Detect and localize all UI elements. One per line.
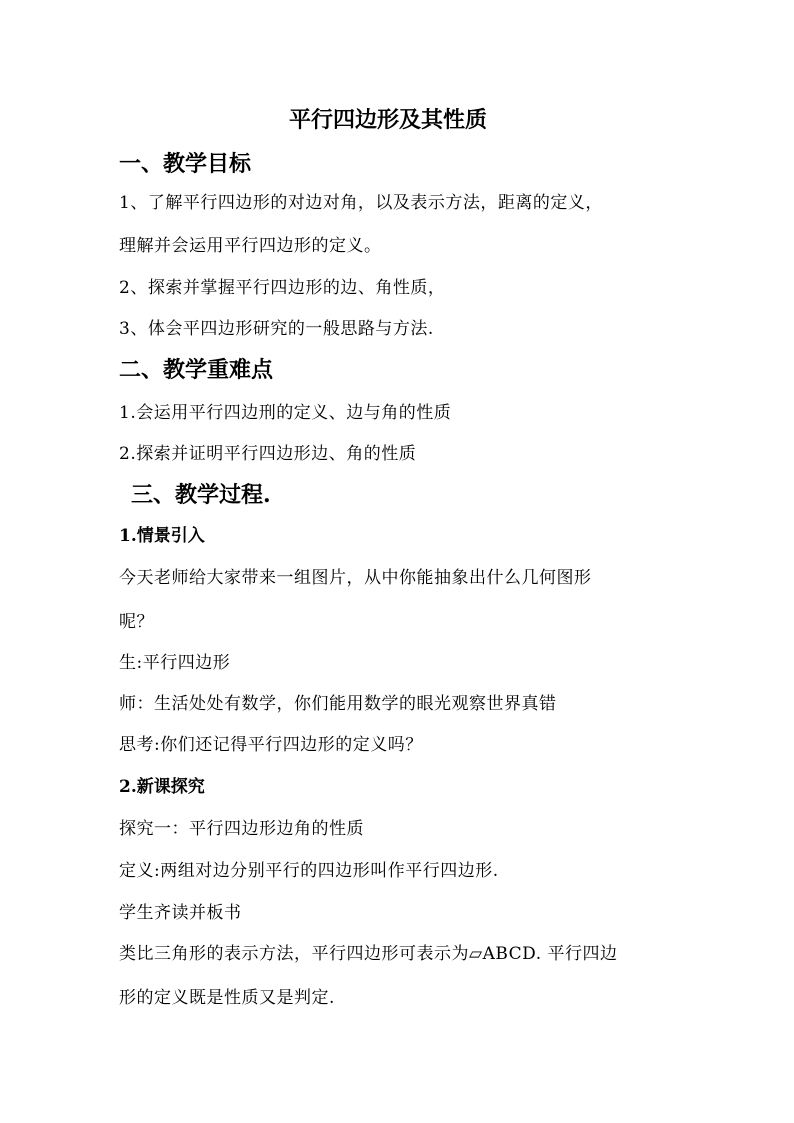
subsection-heading-intro: 1.情景引入 bbox=[119, 526, 205, 546]
objective-line: 2、探索并掌握平行四边形的边、角性质， bbox=[119, 278, 446, 298]
subsection-heading-explore: 2.新课探究 bbox=[119, 777, 205, 797]
intro-line: 师：生活处处有数学，你们能用数学的眼光观察世界真错 bbox=[119, 694, 557, 714]
intro-line: 呢？ bbox=[119, 612, 154, 632]
explore-line: 定义:两组对边分别平行的四边形叫作平行四边形. bbox=[119, 861, 499, 881]
objective-line: 3、体会平四边形研究的一般思路与方法. bbox=[119, 319, 434, 339]
section-heading-objectives: 一、教学目标 bbox=[119, 151, 252, 177]
document-title: 平行四边形及其性质 bbox=[289, 107, 488, 133]
objective-line: 1、了解平行四边形的对边对角，以及表示方法，距离的定义， bbox=[119, 193, 603, 213]
explore-line: 探究一：平行四边形边角的性质 bbox=[119, 819, 364, 839]
objective-line: 理解并会运用平行四边形的定义。 bbox=[119, 236, 382, 256]
key-point-line: 1.会运用平行四边刑的定义、边与角的性质 bbox=[119, 403, 452, 423]
intro-line: 今天老师给大家带来一组图片，从中你能抽象出什么几何图形 bbox=[119, 568, 592, 588]
explore-line: 形的定义既是性质又是判定. bbox=[119, 988, 335, 1008]
intro-line: 思考:你们还记得平行四边形的定义吗？ bbox=[119, 735, 423, 755]
section-heading-process: 三、教学过程. bbox=[131, 482, 271, 508]
intro-line: 生:平行四边形 bbox=[119, 653, 231, 673]
section-heading-key-points: 二、教学重难点 bbox=[119, 357, 274, 383]
explore-line: 学生齐读并板书 bbox=[119, 903, 242, 923]
key-point-line: 2.探索并证明平行四边形边、角的性质 bbox=[119, 444, 417, 464]
explore-line: 类比三角形的表示方法，平行四边形可表示为▱ABCD. 平行四边 bbox=[119, 944, 618, 964]
